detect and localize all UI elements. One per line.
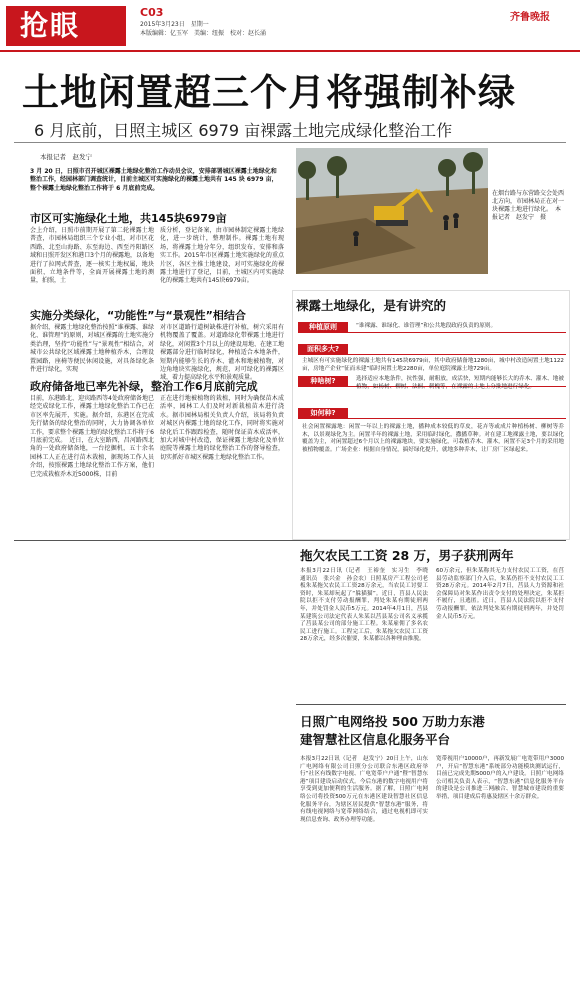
tag-rule xyxy=(348,332,566,333)
sidebar-title: 裸露土地绿化，是有讲究的 xyxy=(296,298,447,313)
section-1-col-1: 会上介绍，日照市前期开展了第二轮裸露土地普查，市园林局组织三个专业小组，对市区花西路、北至山海路、东至海边、西至丹阳路区域和日照开发区和港口3个月的裸露地，以备地进行了拉网式普查，逐一核实土地权属，地块面积，立地条件等，全面开展裸露土地的测量，拍照，土 xyxy=(30,227,154,285)
page-number: C03 xyxy=(140,6,164,19)
section-1-col-2: 质分析，登记备案，由市园林制定裸露土地绿化，进一步统计，整理制作。裸露土地有现场，将裸露土地分年分，组织发布，安排和落实工作。2015年市区裸露土地实施绿化的重点片区，各区主推土地建设，对可实施绿化的裸露土地进行了登记，目前，主城区内可实施绿化的裸露土地共有145块6979亩。 xyxy=(160,227,284,285)
section-title-2: 实施分类绿化，“功能性”与“景观性”相结合 xyxy=(30,309,246,322)
section-title-1: 市区可实施绿化土地，共145块6979亩 xyxy=(30,212,227,225)
headline-rule xyxy=(14,142,566,143)
article-2-headline: 拖欠农民工工资 28 万，男子获刑两年 xyxy=(300,548,514,563)
tag-area: 面积多大? xyxy=(298,344,348,355)
sidebar-row-4-text: 社会闲置裸露地：闲置一年以上的裸露土地，播种成本较低的草皮，花卉等或成片种植杨树、柳树等乔木，以景观绿化为主。闲置半年的裸露土地，采用临时绿化，撒播草种。对在建工地裸露土地，要以绿化覆盖为主，对闲置超过6个月以上的裸露地块，要实施绿化，可栽植乔木、灌木，闲置不足3个月的采用地被植物覆盖。广场企业：根据自身情况，搞好绿化提升，就地多种乔木，让厂房厂区绿起来。 xyxy=(302,424,564,453)
editors-line: 本版编辑：亿玉军 美编：纽振 校对：赵长涌 xyxy=(140,30,267,37)
section-divider xyxy=(296,704,566,705)
tag-rule xyxy=(348,354,566,355)
masthead xyxy=(0,0,580,46)
article-3-headline-line-2: 建智慧社区信息化服务平台 xyxy=(300,732,451,747)
section-2-col-2: 对市区道路行道树缺株进行补植，树穴采用有机物覆盖了覆盖。对道路绿化带裸露土地进行绿化，对闲置3个月以上的建设用地、在建工地裸露部分进行临时绿化，种植适合本地条件，短期内能够生长的乔木、灌木和地被植物，对边角地块实施绿化，规范，对可绿化的裸露区域，着力提高绿化水平和景观质量。 xyxy=(160,324,284,382)
byline: 本报记者 赵发宁 xyxy=(40,153,92,161)
article-2-col-1: 本报3月22日讯（记者 王裕奎 实习生 李晓 通讯员 张兴金 孙会农）日照某房产工程公司老板朱某拖欠农民工工资28万余元，当农民工讨要工资时，朱某却玩起了“躲猫猫”。近日，莒县人民法院以拒不支付劳动报酬罪，判处朱某有期徒刑两年，并处罚金人民币5万元。2014年4月1日，莒县某建筑公司法定代表人朱某以莒县某公司名义承揽了莒县某公司的部分施工工程。朱某雇佣了多名农民工进行施工。工程完工后，朱某拖欠农民工工资28万余元，经多次催要，朱某都以各种理由推脱。 xyxy=(300,568,434,643)
sidebar-row-1-text: “谁裸露、谁绿化、谁管理”和公共地段政府负责的原则。 xyxy=(356,323,497,329)
masthead-rule xyxy=(0,50,580,52)
article-3-col-2: 宽带视用户10000户，再新发展广电宽带用户3000户，开启“智慧东港”系统部分功能模块测试运行，目前已完成先期5000户的入户建设。日照广电网络公司相关负责人表示，“智慧东港”信息化服务平台的建设是公司推进三网融合、智慧城市建设的重要举措，项目建成后将惠及辖区十余万群众。 xyxy=(436,756,564,800)
tag-planting-principle: 种植原则 xyxy=(298,322,348,333)
main-headline: 土地闲置超三个月将强制补绿 xyxy=(22,71,516,114)
sidebar-row-3-text: 选择适应本地条件，抗性强，耐粗放，成活快，短期内能够长大的乔木、灌木、地被植物，如杨树、柳树、法桐、刺槐等，在裸露的土地上分批地进行绿化。 xyxy=(356,376,564,390)
article-3-col-1: 本报3月22日讯（记者 赵发宁）20日上午，山东广电网络有限公司日照分公司联合东港区政府举行“社区有线数字电视、广电宽带户户通”暨“智慧东港”项目建设启动仪式。今后东港的数字电视用户将享受到更加便利的生活服务。据了解，日照广电网络公司将投资500万元在东港区建设智慧社区信息化服务平台，为辖区居民提供“智慧东港”服务，将有线电视网络与宽带网络结合，通过电视机即可实现信息查询、政务办理等功能。 xyxy=(300,756,428,823)
tag-rule xyxy=(348,418,566,419)
issue-date: 2015年3月23日 星期一 xyxy=(140,21,209,28)
article-lead: 3 月 20 日，日照市召开城区裸露土地绿化整治工作动员会议，安排部署城区裸露土地绿化和整治工作，经园林部门调查统计，目前主城区可实施绿化的裸露土地共有 145 块 6979 亩，整个裸露土地绿化整治工作将于 6 月底前完成。 xyxy=(30,168,278,192)
section-3-col-1: 目前，东港路北、迎宾路西等4处政府储备地已经完成绿化工作，裸露土地绿化整治工作已在市区率先展开，实施。据介绍，东港区在完成先行储备的绿化整治的同时，大力协调各单位工作，要求整个裸露土地的绿化整治工作将于6月底前完成。 近日，在大室路西，昌河路西北角的一处政府储备地，一台挖掘机，五十余名园林工人正在进行苗木栽植，据现场工作人员介绍，按照裸露土地绿化整治工作方案，他们已完成栽植乔木近5000株，目前 xyxy=(30,395,154,478)
section-3-col-2: 正在进行地被植物的栽植，同时为确保苗木成活率，园林工人们及时对新栽植苗木进行浇水。据市园林局相关负责人介绍，该局将负责对城区内裸露土地的绿化工作，同时将实施对绿化后工作跟踪检查，随时保证苗木成活率，加大对城中村改造，保证裸露土地绿化及单位庭院等裸露土地的绿化整治工作的督导检查，切实抓好市城区裸露土地绿化整治工作。 xyxy=(160,395,284,461)
main-subhead: 6 月底前，日照主城区 6979 亩裸露土地完成绿化整治工作 xyxy=(34,121,453,140)
news-photo xyxy=(296,148,488,274)
section-2-col-1: 据介绍，裸露土地绿化整治按照“谁裸露、谁绿化、谁管理”的原则，对城区裸露的土地实施分类治理，坚持“功能性”与“景观性”相结合，对城市公共绿化区域裸露土地种植乔木，合理设置园路，座椅等便民休闲设施，对具备绿化条件进行绿化，实现 xyxy=(30,324,154,374)
section-divider xyxy=(14,540,566,541)
newspaper-name: 齐鲁晚报 xyxy=(510,12,550,23)
tag-how-to-plant: 如何种? xyxy=(298,408,348,419)
photo-caption: 在烟台路与东营路交会处西北方向，市园林局正在对一块裸露土地进行绿化。 本报记者 赵发宁 摄 xyxy=(492,190,565,221)
tag-tree-types: 种啥树? xyxy=(298,376,348,387)
article-3-headline-line-1: 日照广电网络投 500 万助力东港 xyxy=(300,714,485,729)
section-title-3: 政府储备地已率先补绿，整治工作6月底前完成 xyxy=(30,380,258,393)
sidebar-row-2-text: 主城区有可实施绿化的裸露土地共有145块6979亩，其中政府储备地1280亩，城中村改造闲置土地1122亩，房地产企业“征而未建”临时闲置土地2280亩，单位庭院裸露土地729亩。 xyxy=(302,358,564,372)
article-2-col-2: 60万余元，但朱某称其无力支付农民工工资，在莒县劳动监察部门介入后，朱某仍拒不支付农民工工资28万余元。2014年2月7日，莒县人力资源和社会保障局对朱某作出责令支付的处理决定，朱某拒不履行，且逃匿。近日，莒县人民法院以拒不支付劳动报酬罪，依法判处朱某有期徒刑两年，并处罚金人民币5万元。 xyxy=(436,568,564,620)
section-logo: 抢眼 xyxy=(6,6,126,46)
